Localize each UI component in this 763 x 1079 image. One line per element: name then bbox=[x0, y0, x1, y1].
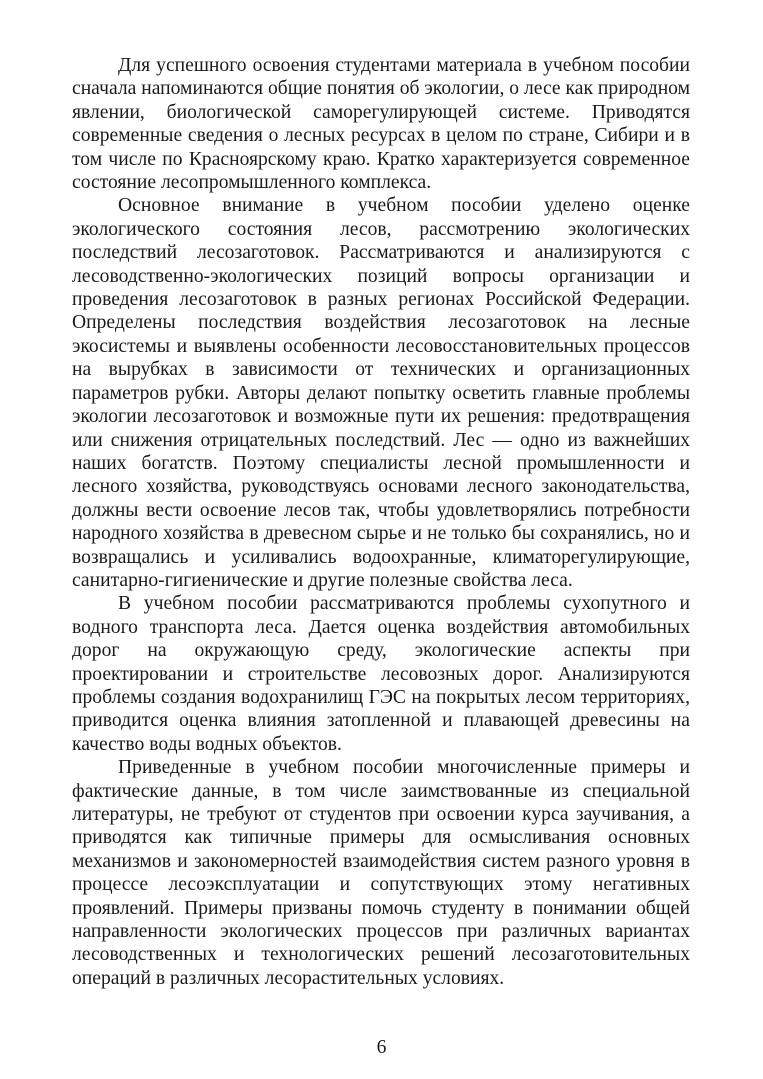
body-text bbox=[72, 54, 690, 990]
paragraph-intro: Для успешного освоения студентами материала в учебном пособии сначала напоминаются общие понятия об экологии, о лесе как природном явлении, биологической саморегулирующей системе. Приводятся современные сведения о лесных ресурсах в целом по стране, Сибири и в том числе по Красноярскому краю. Кратко характеризуется современное состояние лесопромышленного комплекса. bbox=[72, 55, 690, 194]
paragraph-logging-ecology: Основное внимание в учебном пособии уделено оценке экологического состояния лесов, рассмотрению экологических последствий лесозаготовок. Рассматриваются и анализируются с лесоводственно-экологических позиций вопросы организации и проведения лесозаготовок в разных регионах Российской Федерации. Определены последствия воздействия лесозаготовок на лесные экосистемы и выявлены особенности лесовосстановительных процессов на вырубках в зависимости от технических и организационных параметров рубки. Авторы делают попытку осветить главные проблемы экологии лесозаготовок и возможные пути их решения: предотвращения или снижения отрицательных последствий. Лес — одно из важнейших наших богатств. Поэтому специалисты лесной промышленности и лесного хозяйства, руководствуясь основами лесного законодательства, должны вести освоение лесов так, чтобы удовлетворялись потребности народного хозяйства в древесном сырье и не только бы сохранялись, но и возвращались и усиливались водоохранные, климаторегулирующие, санитарно-гигиенические и другие полезные свойства леса. bbox=[72, 195, 690, 591]
paragraph-transport: В учебном пособии рассматриваются проблемы сухопутного и водного транспорта леса. Дается оценка воздействия автомобильных дорог на окружающую среду, экологические аспекты при проектировании и строительстве лесовозных дорог. Анализируются проблемы создания водохранилищ ГЭС на покрытых лесом территориях, приводится оценка влияния затопленной и плавающей древесины на качество воды водных объектов. bbox=[72, 593, 690, 755]
page-number: 6 bbox=[376, 1037, 387, 1058]
paragraph-examples: Приведенные в учебном пособии многочисленные примеры и фактические данные, в том числе заимствованные из специальной литературы, не требуют от студентов при освоении курса заучивания, а приводятся как типичные примеры для осмысливания основных механизмов и закономерностей взаимодействия систем разного уровня в процессе лесоэксплуатации и сопутствующих этому негативных проявлений. Примеры призваны помочь студенту в понимании общей направленности экологических процессов при различных вариантах лесоводственных и технологических решений лесозаготовительных операций в различных лесорастительных условиях. bbox=[72, 757, 690, 989]
